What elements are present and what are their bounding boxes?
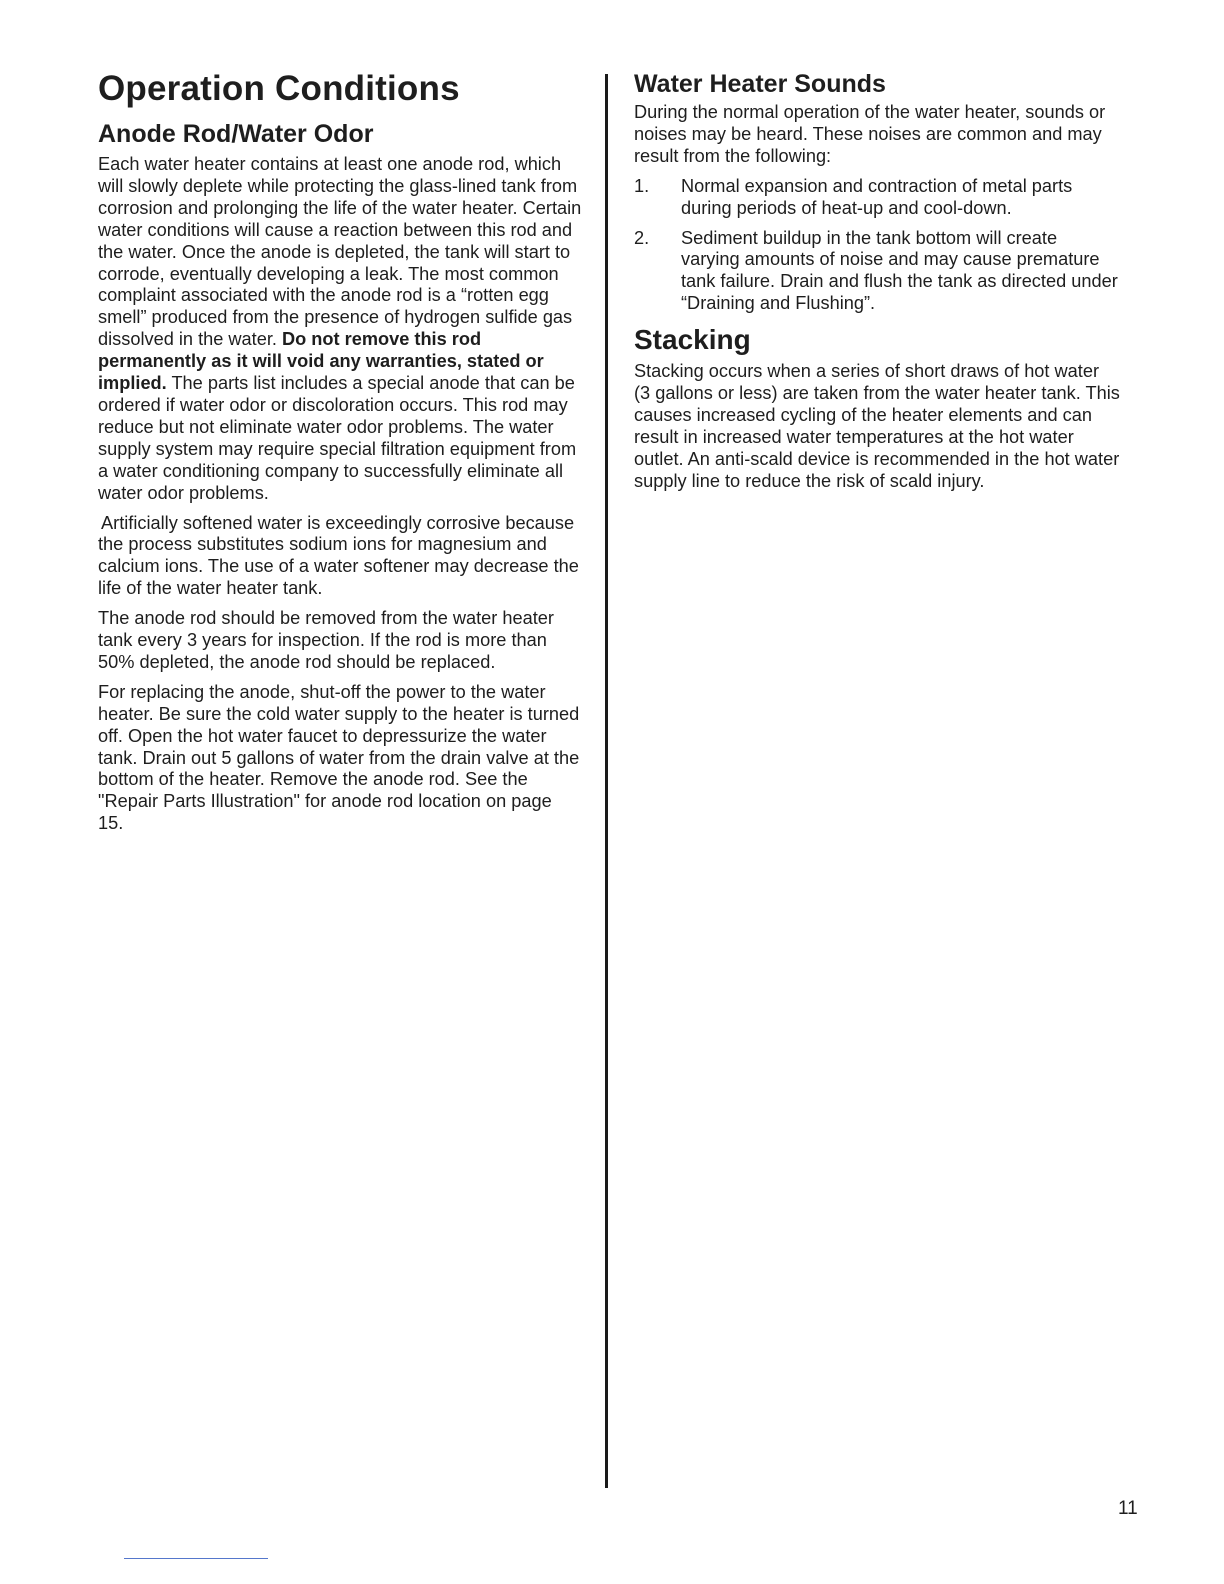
page-number: 11	[1118, 1498, 1138, 1519]
sounds-list	[634, 176, 1120, 315]
list-item-number: 1.	[634, 175, 650, 196]
anode-warning-bold: Do not remove this rod permanently as it will void any warranties, stated or implied.	[98, 329, 544, 394]
column-divider	[605, 74, 608, 1488]
anode-p1-text: Each water heater contains at least one anode rod, which will slowly deplete while protecting the glass-lined tank from corrosion and prolonging the life of the water heater. Certain water conditions will cause a reaction between this rod and the water. Once the anode is depleted, the tank will start to corrode, eventually developing a leak. The most common complaint associated with the anode rod is a “rotten egg smell” produced from the presence of hydrogen sulfide gas dissolved in the water.	[98, 154, 582, 350]
page-title: Operation Conditions	[98, 69, 460, 108]
list-item-text: Sediment buildup in the tank bottom will create varying amounts of noise and may cause premature tank failure. Drain and flush the tank as directed under “Draining and Flushing”.	[681, 227, 1118, 314]
sounds-intro: During the normal operation of the water heater, sounds or noises may be heard. These noises are common and may result from the following:	[634, 102, 1106, 166]
anode-heading: Anode Rod/Water Odor	[98, 120, 374, 148]
sounds-heading: Water Heater Sounds	[634, 70, 886, 98]
anode-p1-tail: The parts list includes a special anode that can be ordered if water odor or discoloration occurs. This rod may reduce but not eliminate water odor problems. The water supply system may require special filtration equipment from a water conditioning company to successfully eliminate all water odor problems.	[98, 373, 577, 503]
anode-paragraph-4: For replacing the anode, shut-off the power to the water heater. Be sure the cold water supply to the heater is turned off. Open the hot water faucet to depressurize the water tank. Drain out 5 gallons of water from the drain valve at the bottom of the heater. Remove the anode rod. See the "Repair Parts Illustration" for anode rod location on page 15.	[98, 681, 580, 834]
list-item-number: 2.	[634, 227, 650, 248]
list-item	[634, 228, 1120, 316]
left-column	[98, 66, 582, 843]
stacking-heading: Stacking	[634, 324, 751, 356]
right-column	[634, 68, 1120, 501]
anode-paragraph-2: Artificially softened water is exceedingly corrosive because the process substitutes sodium ions for magnesium and calcium ions. The use of a water softener may decrease the life of the water heater tank.	[98, 512, 579, 599]
anode-paragraph-1	[98, 154, 582, 505]
list-item	[634, 176, 1120, 220]
anode-paragraph-3: The anode rod should be removed from the water heater tank every 3 years for inspection. If the rod is more than 50% depleted, the anode rod should be replaced.	[98, 608, 554, 672]
footer-rule	[124, 1558, 268, 1559]
list-item-text: Normal expansion and contraction of metal parts during periods of heat-up and cool-down.	[681, 175, 1073, 218]
stacking-paragraph: Stacking occurs when a series of short draws of hot water (3 gallons or less) are taken from the water heater tank. This causes increased cycling of the heater elements and can result in increased water temperatures at the hot water outlet. An anti-scald device is recommended in the hot water supply line to reduce the risk of scald injury.	[634, 361, 1120, 491]
